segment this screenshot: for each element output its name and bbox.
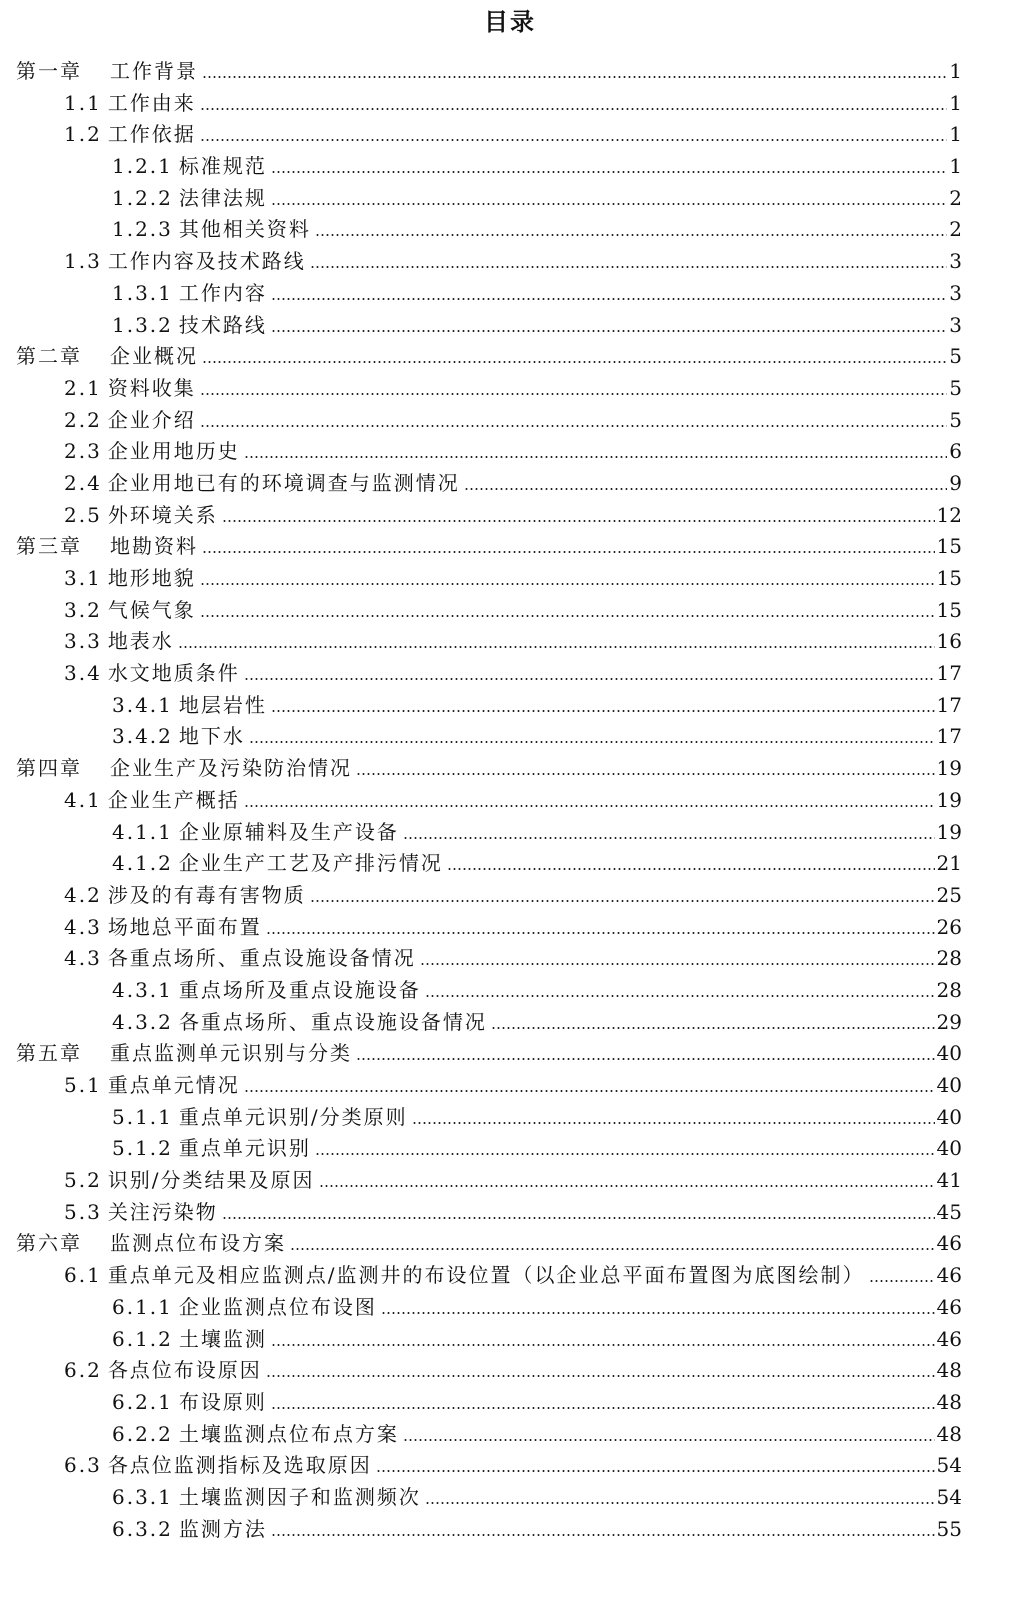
toc-list <box>16 55 962 1544</box>
toc-entry-title: 监测方法 <box>178 1516 267 1541</box>
toc-title: 目录 <box>484 7 536 36</box>
toc-entry-title: 外环境关系 <box>107 502 218 527</box>
toc-page-number: 19 <box>936 756 962 781</box>
toc-entry-number: 第三章 <box>16 534 82 559</box>
toc-dot-leader <box>420 946 935 966</box>
toc-dot-leader <box>310 249 947 269</box>
toc-entry[interactable] <box>16 55 962 87</box>
toc-entry[interactable] <box>16 657 962 689</box>
toc-entry-title: 工作背景 <box>110 59 198 83</box>
toc-dot-leader <box>869 1263 935 1283</box>
toc-page-number: 54 <box>936 1484 962 1509</box>
toc-entry-number: 2.5 <box>64 502 102 527</box>
toc-entry-number: 第六章 <box>16 1231 82 1256</box>
toc-entry-number: 6.2 <box>64 1358 102 1383</box>
toc-dot-leader <box>290 1231 935 1251</box>
toc-entry[interactable] <box>16 1227 962 1259</box>
toc-entry-number: 1.3.1 <box>112 280 173 305</box>
toc-entry-title: 地表水 <box>107 629 174 654</box>
toc-entry-title: 水文地质条件 <box>107 661 240 686</box>
toc-entry[interactable] <box>16 911 962 943</box>
toc-entry[interactable] <box>16 1164 962 1196</box>
toc-page-number: 3 <box>949 249 962 274</box>
toc-entry-number: 6.3.2 <box>112 1516 173 1541</box>
toc-entry[interactable] <box>16 816 962 848</box>
toc-page-number: 25 <box>936 882 962 907</box>
toc-page-number: 15 <box>936 566 962 590</box>
toc-entry-title: 布设原则 <box>178 1389 267 1414</box>
toc-entry-title: 工作依据 <box>107 122 196 147</box>
toc-entry-number: 5.3 <box>64 1199 102 1224</box>
toc-dot-leader <box>244 1073 935 1093</box>
toc-entry[interactable] <box>16 87 962 119</box>
toc-dot-leader <box>447 851 935 871</box>
toc-entry-title: 地形地貌 <box>107 566 196 590</box>
toc-entry[interactable] <box>16 1386 962 1418</box>
toc-page-number: 16 <box>936 629 962 654</box>
toc-page-number: 1 <box>949 122 962 147</box>
toc-entry[interactable] <box>16 530 962 562</box>
toc-entry[interactable] <box>16 1481 962 1513</box>
toc-page-number: 40 <box>936 1136 962 1161</box>
toc-entry-title: 标准规范 <box>178 154 267 179</box>
toc-entry-number: 4.1 <box>64 787 102 812</box>
toc-page-number: 5 <box>949 375 962 400</box>
toc-entry-number: 5.2 <box>64 1168 102 1193</box>
toc-page-number: 2 <box>949 185 962 210</box>
toc-entry[interactable] <box>16 974 962 1006</box>
toc-entry-title: 监测点位布设方案 <box>110 1231 286 1256</box>
toc-entry-number: 6.2.2 <box>112 1421 173 1446</box>
toc-dot-leader <box>200 566 935 586</box>
toc-page-number: 40 <box>936 1041 962 1066</box>
toc-entry-number: 6.1 <box>64 1263 102 1288</box>
toc-entry[interactable] <box>16 118 962 150</box>
toc-entry-number: 第四章 <box>16 756 82 781</box>
toc-entry-title: 重点单元及相应监测点/监测井的布设位置（以企业总平面布置图为底图绘制） <box>107 1263 865 1288</box>
toc-page-number: 1 <box>949 154 962 179</box>
toc-dot-leader <box>244 661 935 681</box>
toc-entry[interactable] <box>16 467 962 499</box>
toc-dot-leader <box>202 344 947 364</box>
toc-entry-number: 2.3 <box>64 439 102 464</box>
toc-entry[interactable] <box>16 784 962 816</box>
toc-dot-leader <box>266 1358 935 1378</box>
toc-dot-leader <box>464 471 947 491</box>
toc-entry-title: 土壤监测点位布点方案 <box>178 1421 399 1446</box>
toc-entry-title: 企业用地历史 <box>107 439 240 464</box>
toc-entry-title: 地下水 <box>178 724 245 749</box>
toc-dot-leader <box>271 1517 935 1537</box>
toc-page-number: 6 <box>949 439 962 464</box>
toc-entry-title: 场地总平面布置 <box>107 914 262 939</box>
toc-entry[interactable] <box>16 1006 962 1038</box>
toc-entry-title: 企业概况 <box>110 344 198 369</box>
toc-dot-leader <box>376 1453 935 1473</box>
toc-entry[interactable] <box>16 942 962 974</box>
toc-page-number: 17 <box>936 724 962 749</box>
toc-entry[interactable] <box>16 879 962 911</box>
toc-page-number: 48 <box>936 1421 962 1446</box>
toc-entry[interactable] <box>16 277 962 309</box>
toc-entry-number: 4.1.1 <box>112 819 173 844</box>
toc-entry-title: 工作由来 <box>107 90 196 115</box>
toc-entry-number: 1.2.1 <box>112 154 173 179</box>
toc-entry-title: 关注污染物 <box>107 1199 218 1224</box>
toc-entry-number: 4.3.1 <box>112 977 173 1002</box>
toc-entry-title: 各点位布设原因 <box>107 1358 262 1383</box>
toc-entry-number: 2.4 <box>64 470 102 495</box>
toc-entry-number: 6.3 <box>64 1453 102 1478</box>
toc-entry-number: 6.2.1 <box>112 1389 173 1414</box>
toc-dot-leader <box>271 1390 935 1410</box>
toc-entry[interactable] <box>16 752 962 784</box>
toc-entry-number: 3.4.2 <box>112 724 173 749</box>
toc-entry-number: 3.1 <box>64 566 102 590</box>
toc-entry[interactable] <box>16 499 962 531</box>
toc-page-number: 28 <box>936 977 962 1002</box>
toc-entry-number: 1.3.2 <box>112 312 173 337</box>
toc-page-number: 1 <box>949 59 962 83</box>
toc-entry-number: 4.2 <box>64 882 102 907</box>
toc-page-number: 19 <box>936 819 962 844</box>
toc-entry[interactable] <box>16 625 962 657</box>
toc-entry[interactable] <box>16 1069 962 1101</box>
toc-page-number: 40 <box>936 1104 962 1129</box>
toc-dot-leader <box>271 154 947 174</box>
toc-dot-leader <box>200 91 947 111</box>
toc-entry-number: 4.1.2 <box>112 851 173 876</box>
toc-page-number: 41 <box>936 1168 962 1193</box>
toc-entry-title: 地层岩性 <box>178 692 267 717</box>
toc-page-number: 55 <box>936 1516 962 1541</box>
toc-dot-leader <box>491 1010 935 1030</box>
toc-page-number: 21 <box>936 851 962 876</box>
toc-page-number: 9 <box>949 470 962 495</box>
toc-dot-leader <box>403 820 935 840</box>
toc-dot-leader <box>315 1136 935 1156</box>
toc-entry-title: 重点单元识别 <box>178 1136 311 1161</box>
toc-page-number: 5 <box>949 407 962 432</box>
toc-dot-leader <box>222 1200 935 1220</box>
toc-entry-title: 企业监测点位布设图 <box>178 1294 377 1319</box>
toc-entry[interactable] <box>16 1291 962 1323</box>
toc-entry-number: 5.1 <box>64 1073 102 1097</box>
toc-page-number: 26 <box>936 914 962 939</box>
toc-page-number: 46 <box>936 1263 962 1288</box>
toc-dot-leader <box>425 1485 935 1505</box>
toc-entry-title: 其他相关资料 <box>178 217 311 242</box>
toc-dot-leader <box>403 1422 935 1442</box>
toc-entry-number: 5.1.1 <box>112 1104 173 1129</box>
toc-entry[interactable] <box>16 720 962 752</box>
toc-dot-leader <box>381 1295 935 1315</box>
toc-entry-number: 6.1.1 <box>112 1294 173 1319</box>
toc-entry[interactable] <box>16 150 962 182</box>
toc-page-number: 19 <box>936 787 962 812</box>
toc-entry-title: 企业用地已有的环境调查与监测情况 <box>107 470 460 495</box>
toc-dot-leader <box>271 186 947 206</box>
toc-entry-title: 各重点场所、重点设施设备情况 <box>178 1009 487 1034</box>
toc-entry-title: 各重点场所、重点设施设备情况 <box>107 946 416 971</box>
toc-entry[interactable] <box>16 1132 962 1164</box>
toc-page-number: 1 <box>949 90 962 115</box>
toc-entry-number: 1.3 <box>64 249 102 274</box>
toc-entry-number: 第二章 <box>16 344 82 369</box>
toc-dot-leader <box>271 313 947 333</box>
toc-entry-number: 1.2.2 <box>112 185 173 210</box>
toc-dot-leader <box>412 1105 935 1125</box>
toc-dot-leader <box>266 915 935 935</box>
toc-entry[interactable] <box>16 594 962 626</box>
toc-entry[interactable] <box>16 1449 962 1481</box>
toc-entry[interactable] <box>16 1259 962 1291</box>
toc-dot-leader <box>315 217 947 237</box>
toc-dot-leader <box>425 978 935 998</box>
toc-entry[interactable] <box>16 1196 962 1228</box>
toc-dot-leader <box>200 408 947 428</box>
toc-entry-title: 土壤监测因子和监测频次 <box>178 1484 421 1509</box>
toc-dot-leader <box>271 693 935 713</box>
toc-entry-title: 地勘资料 <box>110 534 198 559</box>
toc-page-number: 46 <box>936 1326 962 1351</box>
toc-dot-leader <box>202 59 947 79</box>
toc-entry[interactable] <box>16 689 962 721</box>
toc-dot-leader <box>222 503 935 523</box>
toc-entry-title: 技术路线 <box>178 312 267 337</box>
toc-entry[interactable] <box>16 213 962 245</box>
toc-entry-number: 3.2 <box>64 597 102 622</box>
toc-entry[interactable] <box>16 372 962 404</box>
toc-entry-title: 企业原辅料及生产设备 <box>178 819 399 844</box>
toc-page-number: 3 <box>949 312 962 337</box>
toc-entry[interactable] <box>16 340 962 372</box>
toc-page-number: 17 <box>936 661 962 686</box>
toc-page-number: 46 <box>936 1231 962 1256</box>
toc-entry-number: 2.1 <box>64 375 102 400</box>
toc-entry-title: 工作内容 <box>178 280 267 305</box>
toc-page-number: 40 <box>936 1073 962 1097</box>
toc-entry-number: 4.3 <box>64 914 102 939</box>
toc-page-number: 5 <box>949 344 962 369</box>
toc-entry-number: 1.1 <box>64 90 102 115</box>
toc-entry-title: 资料收集 <box>107 375 196 400</box>
toc-entry-title: 企业生产及污染防治情况 <box>110 756 352 781</box>
toc-entry[interactable] <box>16 182 962 214</box>
toc-dot-leader <box>244 439 947 459</box>
toc-entry-title: 企业生产概括 <box>107 787 240 812</box>
toc-entry-number: 4.3 <box>64 946 102 971</box>
toc-entry[interactable] <box>16 1354 962 1386</box>
toc-entry-title: 重点单元识别/分类原则 <box>178 1104 408 1129</box>
toc-entry-number: 3.4 <box>64 661 102 686</box>
toc-entry-number: 1.2 <box>64 122 102 147</box>
toc-dot-leader <box>356 756 935 776</box>
toc-entry-title: 气候气象 <box>107 597 196 622</box>
toc-page-number: 3 <box>949 280 962 305</box>
toc-entry-title: 土壤监测 <box>178 1326 267 1351</box>
toc-entry[interactable] <box>16 1101 962 1133</box>
toc-page-number: 12 <box>936 502 962 527</box>
toc-entry-number: 第一章 <box>16 59 82 83</box>
toc-page-number: 2 <box>949 217 962 242</box>
toc-entry[interactable] <box>16 245 962 277</box>
toc-entry-title: 各点位监测指标及选取原因 <box>107 1453 372 1478</box>
toc-dot-leader <box>202 534 935 554</box>
toc-entry-number: 6.3.1 <box>112 1484 173 1509</box>
toc-entry[interactable] <box>16 847 962 879</box>
toc-entry-title: 企业生产工艺及产排污情况 <box>178 851 443 876</box>
toc-entry-number: 1.2.3 <box>112 217 173 242</box>
toc-entry-title: 识别/分类结果及原因 <box>107 1168 315 1193</box>
toc-entry-title: 重点单元情况 <box>107 1073 240 1097</box>
toc-page-number: 29 <box>936 1009 962 1034</box>
toc-page-number: 45 <box>936 1199 962 1224</box>
toc-page-number: 48 <box>936 1358 962 1383</box>
toc-entry[interactable] <box>16 1323 962 1355</box>
toc-dot-leader <box>319 1168 935 1188</box>
toc-page-number: 17 <box>936 692 962 717</box>
toc-entry-number: 5.1.2 <box>112 1136 173 1161</box>
toc-entry-title: 工作内容及技术路线 <box>107 249 306 274</box>
toc-entry-title: 重点监测单元识别与分类 <box>110 1041 352 1066</box>
toc-entry[interactable] <box>16 435 962 467</box>
toc-entry-title: 企业介绍 <box>107 407 196 432</box>
toc-entry[interactable] <box>16 562 962 594</box>
toc-entry[interactable] <box>16 404 962 436</box>
toc-entry-number: 6.1.2 <box>112 1326 173 1351</box>
toc-entry-number: 第五章 <box>16 1041 82 1066</box>
toc-dot-leader <box>200 376 947 396</box>
toc-entry-title: 涉及的有毒有害物质 <box>107 882 306 907</box>
toc-dot-leader <box>200 598 935 618</box>
toc-entry-title: 法律法规 <box>178 185 267 210</box>
toc-entry[interactable] <box>16 1513 962 1545</box>
toc-entry-number: 3.4.1 <box>112 692 173 717</box>
toc-page-number: 54 <box>936 1453 962 1478</box>
toc-entry-number: 3.3 <box>64 629 102 654</box>
toc-dot-leader <box>356 1041 935 1061</box>
toc-dot-leader <box>200 122 947 142</box>
toc-entry-number: 4.3.2 <box>112 1009 173 1034</box>
toc-entry[interactable] <box>16 1418 962 1450</box>
toc-entry[interactable] <box>16 309 962 341</box>
toc-dot-leader <box>310 883 935 903</box>
toc-entry-number: 2.2 <box>64 407 102 432</box>
toc-dot-leader <box>249 724 935 744</box>
toc-entry[interactable] <box>16 1037 962 1069</box>
toc-page-number: 28 <box>936 946 962 971</box>
toc-page-number: 48 <box>936 1389 962 1414</box>
toc-dot-leader <box>271 281 947 301</box>
toc-dot-leader <box>271 1327 935 1347</box>
toc-entry-title: 重点场所及重点设施设备 <box>178 977 421 1002</box>
toc-dot-leader <box>244 788 935 808</box>
toc-page-number: 15 <box>936 534 962 559</box>
toc-dot-leader <box>178 629 935 649</box>
toc-page-number: 15 <box>936 597 962 622</box>
toc-page-number: 46 <box>936 1294 962 1319</box>
